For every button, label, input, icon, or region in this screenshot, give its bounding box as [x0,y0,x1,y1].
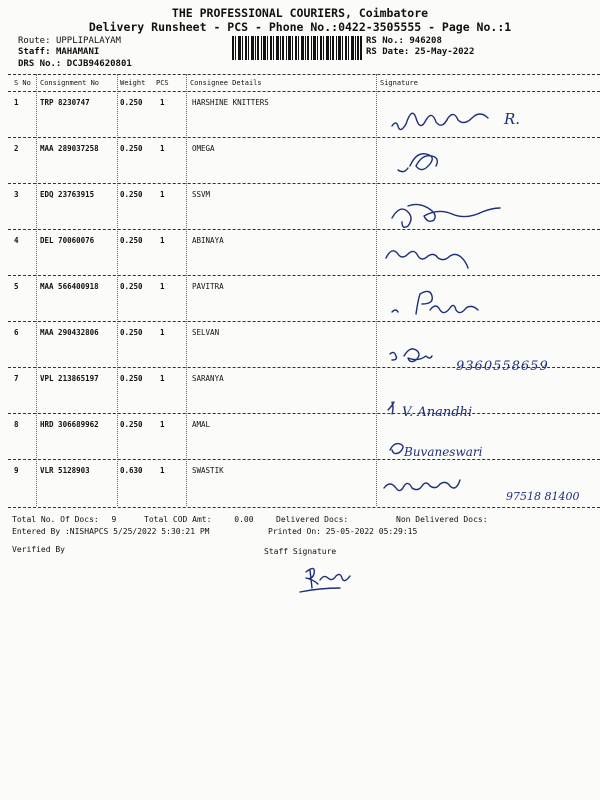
row-pcs: 1 [160,236,165,245]
rs-date-value: 25-May-2022 [414,47,475,57]
total-docs-label: Total No. Of Docs: [12,515,99,524]
total-cod-label: Total COD Amt: [144,515,212,524]
col-sno-header: S No [14,79,31,87]
col-signature-header: Signature [380,79,418,87]
route-value: UPPLIPALAYAM [55,36,121,46]
row-weight: 0.250 [120,374,143,383]
col-weight-header: Weight [120,79,146,87]
row-consignee: SWASTIK [192,466,224,475]
rs-date-label: RS Date: [366,47,410,57]
handwriting-row-6: 9360558659 [456,359,549,374]
row-consignee: AMAL [192,420,211,429]
page-title: THE PROFESSIONAL COURIERS, Coimbatore [171,6,429,20]
row-consignment: DEL 70060076 [40,236,95,245]
col-pcs-header: PCS [156,79,169,87]
row-weight: 0.250 [120,144,143,153]
rs-no-value: 946208 [409,36,442,46]
row-weight: 0.250 [120,328,143,337]
table-header-rule [8,91,600,92]
total-docs [12,515,116,524]
non-delivered-docs-label: Non Delivered Docs: [396,515,488,524]
row-sno: 6 [14,328,19,337]
row-consignment: TRP 8230747 [40,98,90,107]
row-divider [8,229,600,230]
row-divider [8,137,600,138]
rs-date-field [366,47,474,57]
row-weight: 0.250 [120,420,143,429]
row-sno: 5 [14,282,19,291]
handwriting-row-7: V. Anandhi [402,405,473,420]
row-consignment: VLR 5128903 [40,466,90,475]
row-sno: 4 [14,236,19,245]
rs-no-field [366,36,442,46]
total-docs-value: 9 [111,515,117,524]
staff-field [18,47,99,57]
row-sno: 8 [14,420,19,429]
row-weight: 0.630 [120,466,143,475]
staff-value: MAHAMANI [55,47,100,57]
entered-by: Entered By :NISHAPCS 5/25/2022 5:30:21 PM [12,527,210,536]
row-consignment: VPL 213865197 [40,374,99,383]
table-bottom-rule [8,507,600,508]
staff-signature-label: Staff Signature [264,547,337,556]
row-consignment: MAA 290432806 [40,328,99,337]
row-sno: 3 [14,190,19,199]
row-pcs: 1 [160,374,165,383]
row-divider [8,459,600,460]
delivered-docs-label: Delivered Docs: [276,515,349,524]
total-cod [144,515,254,524]
row-divider [8,183,600,184]
total-cod-value: 0.00 [234,515,254,524]
handwriting-row-1: R. [504,110,521,128]
row-pcs: 1 [160,144,165,153]
drs-value: DCJB94620801 [66,59,132,69]
row-consignee: PAVITRA [192,282,224,291]
col-consignment-header: Consignment No [40,79,100,87]
row-pcs: 1 [160,420,165,429]
row-weight: 0.250 [120,190,143,199]
verified-by-label: Verified By [12,545,65,554]
row-consignee: SELVAN [192,328,220,337]
row-consignee: SSVM [192,190,211,199]
row-consignment: EDQ 23763915 [40,190,95,199]
row-divider [8,275,600,276]
table-row [0,466,600,512]
row-consignment: HRD 306689962 [40,420,99,429]
row-weight: 0.250 [120,98,143,107]
row-sno: 9 [14,466,19,475]
row-consignee: ABINAYA [192,236,224,245]
row-consignee: SARANYA [192,374,224,383]
staff-signature-mark [300,568,350,592]
row-weight: 0.250 [120,236,143,245]
row-pcs: 1 [160,466,165,475]
row-consignment: MAA 566400918 [40,282,99,291]
row-sno: 7 [14,374,19,383]
staff-label: Staff: [18,47,51,57]
row-pcs: 1 [160,328,165,337]
handwriting-row-8: Buvaneswari [404,445,483,459]
col-consignee-header: Consignee Details [190,79,262,87]
table-top-rule [8,74,600,75]
row-consignment: MAA 289037258 [40,144,99,153]
row-sno: 1 [14,98,19,107]
row-divider [8,367,600,368]
row-pcs: 1 [160,282,165,291]
route-label: Route: [18,36,51,46]
row-weight: 0.250 [120,282,143,291]
rs-no-label: RS No.: [366,36,404,46]
barcode-image [232,36,362,60]
row-pcs: 1 [160,190,165,199]
row-divider [8,413,600,414]
handwriting-row-9: 97518 81400 [506,490,580,503]
drs-field [18,59,132,69]
row-pcs: 1 [160,98,165,107]
row-consignee: HARSHINE KNITTERS [192,98,269,107]
row-consignee: OMEGA [192,144,215,153]
drs-label: DRS No.: [18,59,62,69]
row-sno: 2 [14,144,19,153]
row-divider [8,321,600,322]
page-subtitle: Delivery Runsheet - PCS - Phone No.:0422-3505555 - Page No.:1 [88,20,512,34]
printed-on: Printed On: 25-05-2022 05:29:15 [268,527,418,536]
route-field [18,36,121,46]
